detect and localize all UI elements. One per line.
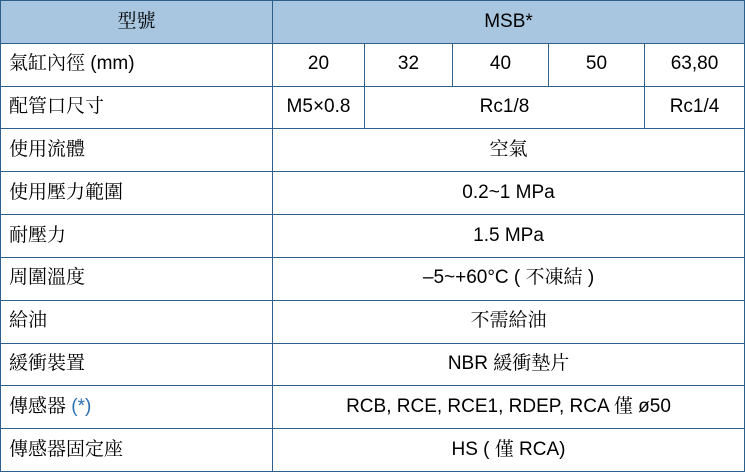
table-row: [1, 172, 745, 215]
cell-port-rc14: Rc1/4: [645, 86, 745, 129]
table-header-row: [1, 1, 745, 44]
row-label-sensor-bracket: 傳感器固定座: [1, 429, 273, 472]
row-label-port-size: 配管口尺寸: [1, 86, 273, 129]
cell-port-rc18: Rc1/8: [365, 86, 645, 129]
cell-bore-32: 32: [365, 43, 453, 86]
cell-sensor-value: RCB, RCE, RCE1, RDEP, RCA 僅 ø50: [273, 386, 745, 429]
cell-sensor-bracket-value: HS ( 僅 RCA): [273, 429, 745, 472]
table-row: [1, 257, 745, 300]
cell-port-m5: M5×0.8: [273, 86, 365, 129]
table-row: [1, 429, 745, 472]
row-label-lubrication: 給油: [1, 300, 273, 343]
cell-lubrication-value: 不需給油: [273, 300, 745, 343]
row-label-sensor: [1, 386, 273, 429]
cell-bore-40: 40: [453, 43, 549, 86]
row-label-ambient-temp: 周圍溫度: [1, 257, 273, 300]
header-cell-model-label: 型號: [1, 1, 273, 44]
row-label-bore: 氣缸內徑 (mm): [1, 43, 273, 86]
row-label-pressure-range: 使用壓力範圍: [1, 172, 273, 215]
cell-bore-63-80: 63,80: [645, 43, 745, 86]
row-label-cushion: 緩衝裝置: [1, 343, 273, 386]
row-label-proof-pressure: 耐壓力: [1, 215, 273, 258]
table-row: [1, 300, 745, 343]
row-label-fluid: 使用流體: [1, 129, 273, 172]
table-row: [1, 215, 745, 258]
cell-proof-pressure-value: 1.5 MPa: [273, 215, 745, 258]
cell-cushion-value: NBR 緩衝墊片: [273, 343, 745, 386]
table-row: [1, 343, 745, 386]
table-row: [1, 129, 745, 172]
cell-fluid-value: 空氣: [273, 129, 745, 172]
table-row: [1, 86, 745, 129]
cell-pressure-range-value: 0.2~1 MPa: [273, 172, 745, 215]
header-cell-model-value: MSB*: [273, 1, 745, 44]
cell-ambient-temp-value: –5~+60°C ( 不凍結 ): [273, 257, 745, 300]
row-label-sensor-note: (*): [71, 395, 92, 417]
table-row: [1, 386, 745, 429]
cell-bore-20: 20: [273, 43, 365, 86]
row-label-sensor-text: 傳感器: [9, 395, 67, 417]
table-row: [1, 43, 745, 86]
cell-bore-50: 50: [549, 43, 645, 86]
